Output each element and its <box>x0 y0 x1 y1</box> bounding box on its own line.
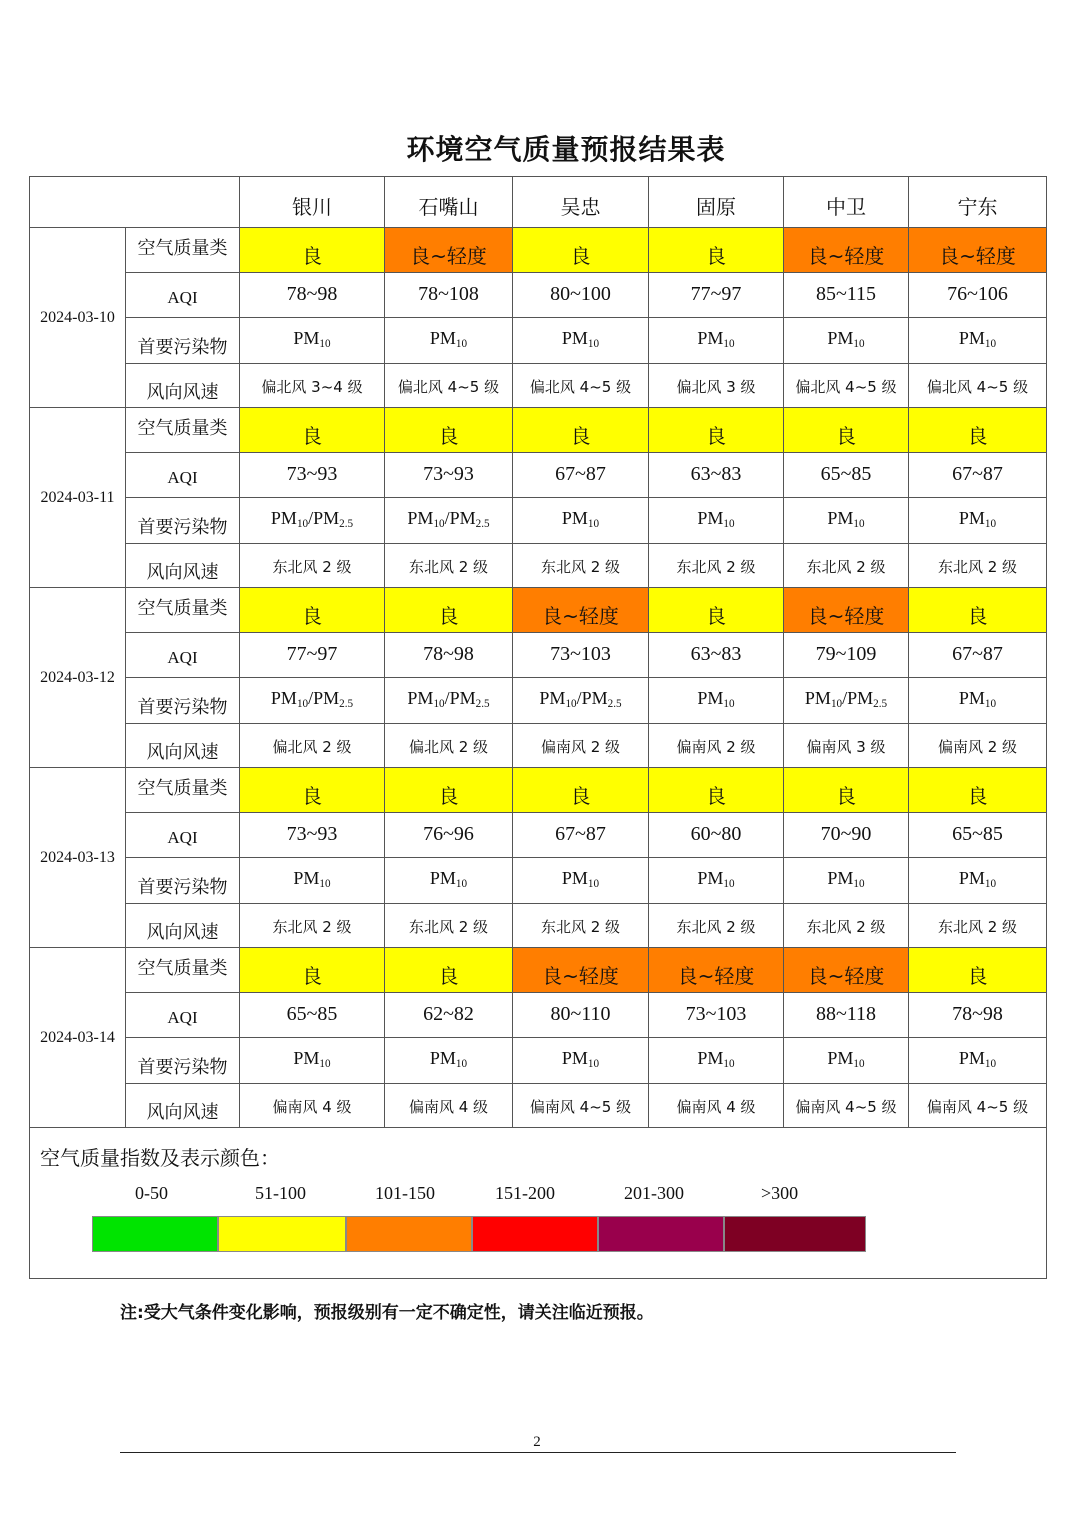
pollutant-cell: $PM_{10}$ <box>909 498 1047 544</box>
wind-cell: 东北风 2 级 <box>240 544 385 588</box>
pollutant-cell: $PM_{10}$ <box>513 858 649 904</box>
aqi-cell: 65~85 <box>240 993 385 1038</box>
quality-cell: 良 <box>385 588 513 633</box>
quality-cell: 良~轻度 <box>784 948 909 993</box>
pollutant-cell: $PM_{10}/PM_{2.5}$ <box>240 498 385 544</box>
city-header: 宁东 <box>909 177 1047 228</box>
quality-cell: 良 <box>385 408 513 453</box>
pollutant-cell: $PM_{10}/PM_{2.5}$ <box>385 498 513 544</box>
pollutant-cell: $PM_{10}$ <box>784 318 909 364</box>
wind-cell: 偏北风 4~5 级 <box>784 364 909 408</box>
city-header: 中卫 <box>784 177 909 228</box>
quality-cell: 良 <box>385 948 513 993</box>
aqi-cell: 78~98 <box>240 273 385 318</box>
row-label-quality: 空气质量类 <box>126 228 240 273</box>
wind-cell: 偏北风 2 级 <box>240 724 385 768</box>
quality-cell: 良 <box>240 768 385 813</box>
row-label-wind: 风向风速 <box>126 904 240 948</box>
quality-cell: 良 <box>240 408 385 453</box>
aqi-cell: 67~87 <box>909 453 1047 498</box>
pollutant-cell: $PM_{10}/PM_{2.5}$ <box>784 678 909 724</box>
quality-row <box>30 948 1047 993</box>
pollutant-cell: $PM_{10}$ <box>649 318 784 364</box>
wind-cell: 偏南风 2 级 <box>513 724 649 768</box>
wind-row <box>30 724 1047 768</box>
wind-cell: 东北风 2 级 <box>385 904 513 948</box>
quality-cell: 良 <box>909 588 1047 633</box>
quality-cell: 良 <box>649 588 784 633</box>
legend-range-label: 151-200 <box>495 1183 555 1203</box>
wind-cell: 偏北风 3 级 <box>649 364 784 408</box>
aqi-row <box>30 993 1047 1038</box>
legend-swatch <box>598 1216 724 1252</box>
row-label-pollutant: 首要污染物 <box>126 858 240 904</box>
wind-cell: 偏南风 4 级 <box>385 1084 513 1128</box>
quality-cell: 良~轻度 <box>784 228 909 273</box>
date-cell: 2024-03-10 <box>30 228 126 408</box>
date-cell: 2024-03-13 <box>30 768 126 948</box>
aqi-cell: 60~80 <box>649 813 784 858</box>
wind-cell: 偏南风 4~5 级 <box>784 1084 909 1128</box>
legend-color-bar <box>92 1216 866 1252</box>
row-label-wind: 风向风速 <box>126 364 240 408</box>
page-title: 环境空气质量预报结果表 <box>406 133 726 166</box>
aqi-cell: 73~93 <box>240 453 385 498</box>
row-label-aqi: AQI <box>126 993 240 1038</box>
footer-divider <box>120 1452 956 1453</box>
aqi-cell: 80~110 <box>513 993 649 1038</box>
row-label-pollutant: 首要污染物 <box>126 318 240 364</box>
pollutant-cell: $PM_{10}$ <box>240 1038 385 1084</box>
pollutant-cell: $PM_{10}$ <box>240 858 385 904</box>
wind-cell: 偏南风 2 级 <box>649 724 784 768</box>
pollutant-row <box>30 498 1047 544</box>
aqi-cell: 77~97 <box>649 273 784 318</box>
pollutant-cell: $PM_{10}/PM_{2.5}$ <box>240 678 385 724</box>
quality-cell: 良 <box>240 588 385 633</box>
pollutant-row <box>30 1038 1047 1084</box>
wind-cell: 东北风 2 级 <box>385 544 513 588</box>
aqi-row <box>30 273 1047 318</box>
aqi-cell: 80~100 <box>513 273 649 318</box>
quality-row <box>30 768 1047 813</box>
quality-cell: 良 <box>909 408 1047 453</box>
quality-cell: 良 <box>649 228 784 273</box>
aqi-row <box>30 813 1047 858</box>
quality-cell: 良~轻度 <box>909 228 1047 273</box>
pollutant-cell: $PM_{10}$ <box>385 858 513 904</box>
pollutant-cell: $PM_{10}$ <box>385 318 513 364</box>
wind-row <box>30 364 1047 408</box>
legend-range-label: 101-150 <box>375 1183 435 1203</box>
wind-cell: 偏北风 4~5 级 <box>513 364 649 408</box>
pollutant-cell: $PM_{10}$ <box>784 1038 909 1084</box>
pollutant-cell: $PM_{10}$ <box>784 858 909 904</box>
pollutant-row <box>30 318 1047 364</box>
aqi-cell: 73~103 <box>513 633 649 678</box>
wind-cell: 偏南风 3 级 <box>784 724 909 768</box>
quality-cell: 良 <box>784 408 909 453</box>
wind-cell: 东北风 2 级 <box>909 904 1047 948</box>
row-label-quality: 空气质量类 <box>126 948 240 993</box>
pollutant-row <box>30 858 1047 904</box>
city-header: 吴忠 <box>513 177 649 228</box>
aqi-cell: 73~93 <box>385 453 513 498</box>
pollutant-cell: $PM_{10}/PM_{2.5}$ <box>513 678 649 724</box>
date-cell: 2024-03-14 <box>30 948 126 1128</box>
legend-swatch <box>346 1216 472 1252</box>
row-label-quality: 空气质量类 <box>126 588 240 633</box>
wind-cell: 东北风 2 级 <box>784 904 909 948</box>
wind-cell: 偏南风 4~5 级 <box>909 1084 1047 1128</box>
legend-range-label: 51-100 <box>255 1183 306 1203</box>
wind-cell: 东北风 2 级 <box>513 544 649 588</box>
pollutant-cell: $PM_{10}$ <box>649 858 784 904</box>
legend-title: 空气质量指数及表示颜色： <box>40 1146 280 1170</box>
quality-cell: 良 <box>649 768 784 813</box>
wind-row <box>30 1084 1047 1128</box>
quality-cell: 良 <box>240 228 385 273</box>
wind-cell: 偏南风 2 级 <box>909 724 1047 768</box>
row-label-aqi: AQI <box>126 453 240 498</box>
aqi-cell: 67~87 <box>513 813 649 858</box>
quality-cell: 良~轻度 <box>513 588 649 633</box>
row-label-pollutant: 首要污染物 <box>126 678 240 724</box>
aqi-cell: 63~83 <box>649 633 784 678</box>
aqi-cell: 73~93 <box>240 813 385 858</box>
city-header: 银川 <box>240 177 385 228</box>
aqi-cell: 78~98 <box>385 633 513 678</box>
row-label-pollutant: 首要污染物 <box>126 1038 240 1084</box>
aqi-cell: 65~85 <box>784 453 909 498</box>
aqi-row <box>30 633 1047 678</box>
wind-cell: 偏南风 4 级 <box>649 1084 784 1128</box>
aqi-color-legend <box>30 1128 1047 1279</box>
wind-cell: 偏北风 2 级 <box>385 724 513 768</box>
quality-row <box>30 228 1047 273</box>
quality-cell: 良~轻度 <box>513 948 649 993</box>
aqi-cell: 70~90 <box>784 813 909 858</box>
wind-cell: 偏南风 4 级 <box>240 1084 385 1128</box>
row-label-aqi: AQI <box>126 813 240 858</box>
quality-cell: 良 <box>513 768 649 813</box>
pollutant-cell: $PM_{10}$ <box>909 1038 1047 1084</box>
wind-row <box>30 544 1047 588</box>
legend-swatch <box>218 1216 346 1252</box>
wind-row <box>30 904 1047 948</box>
date-cell: 2024-03-11 <box>30 408 126 588</box>
pollutant-cell: $PM_{10}$ <box>649 1038 784 1084</box>
aqi-cell: 88~118 <box>784 993 909 1038</box>
row-label-wind: 风向风速 <box>126 1084 240 1128</box>
row-label-quality: 空气质量类 <box>126 768 240 813</box>
quality-row <box>30 588 1047 633</box>
legend-range-label: 201-300 <box>624 1183 684 1203</box>
header-corner <box>30 177 240 228</box>
aqi-cell: 65~85 <box>909 813 1047 858</box>
row-label-wind: 风向风速 <box>126 544 240 588</box>
date-cell: 2024-03-12 <box>30 588 126 768</box>
aqi-cell: 73~103 <box>649 993 784 1038</box>
aqi-cell: 79~109 <box>784 633 909 678</box>
wind-cell: 东北风 2 级 <box>784 544 909 588</box>
wind-cell: 东北风 2 级 <box>240 904 385 948</box>
row-label-aqi: AQI <box>126 633 240 678</box>
quality-cell: 良 <box>649 408 784 453</box>
quality-cell: 良 <box>909 768 1047 813</box>
quality-cell: 良~轻度 <box>784 588 909 633</box>
header-row <box>30 177 1047 228</box>
pollutant-cell: $PM_{10}/PM_{2.5}$ <box>385 678 513 724</box>
city-header: 石嘴山 <box>385 177 513 228</box>
aqi-row <box>30 453 1047 498</box>
aqi-cell: 76~106 <box>909 273 1047 318</box>
page-number: 2 <box>533 1434 541 1450</box>
pollutant-cell: $PM_{10}$ <box>513 1038 649 1084</box>
row-label-aqi: AQI <box>126 273 240 318</box>
aqi-cell: 78~98 <box>909 993 1047 1038</box>
pollutant-cell: $PM_{10}$ <box>513 498 649 544</box>
wind-cell: 偏北风 3~4 级 <box>240 364 385 408</box>
wind-cell: 东北风 2 级 <box>513 904 649 948</box>
quality-row <box>30 408 1047 453</box>
aqi-cell: 67~87 <box>513 453 649 498</box>
pollutant-cell: $PM_{10}$ <box>909 318 1047 364</box>
row-label-wind: 风向风速 <box>126 724 240 768</box>
pollutant-cell: $PM_{10}$ <box>385 1038 513 1084</box>
pollutant-cell: $PM_{10}$ <box>784 498 909 544</box>
aqi-cell: 85~115 <box>784 273 909 318</box>
legend-swatch <box>724 1216 866 1252</box>
legend-swatch <box>92 1216 218 1252</box>
legend-range-label: >300 <box>761 1183 799 1203</box>
pollutant-row <box>30 678 1047 724</box>
aqi-cell: 62~82 <box>385 993 513 1038</box>
pollutant-cell: $PM_{10}$ <box>909 678 1047 724</box>
pollutant-cell: $PM_{10}$ <box>649 498 784 544</box>
pollutant-cell: $PM_{10}$ <box>240 318 385 364</box>
row-label-pollutant: 首要污染物 <box>126 498 240 544</box>
wind-cell: 东北风 2 级 <box>649 544 784 588</box>
forecast-table <box>29 176 1047 1279</box>
wind-cell: 偏北风 4~5 级 <box>909 364 1047 408</box>
wind-cell: 东北风 2 级 <box>909 544 1047 588</box>
aqi-cell: 67~87 <box>909 633 1047 678</box>
legend-row <box>30 1128 1047 1279</box>
forecast-note: 注:受大气条件变化影响，预报级别有一定不确定性，请关注临近预报。 <box>120 1303 654 1323</box>
wind-cell: 偏南风 4~5 级 <box>513 1084 649 1128</box>
quality-cell: 良 <box>385 768 513 813</box>
quality-cell: 良 <box>513 228 649 273</box>
aqi-cell: 78~108 <box>385 273 513 318</box>
pollutant-cell: $PM_{10}$ <box>909 858 1047 904</box>
quality-cell: 良~轻度 <box>385 228 513 273</box>
quality-cell: 良~轻度 <box>649 948 784 993</box>
legend-range-label: 0-50 <box>135 1183 168 1203</box>
aqi-cell: 77~97 <box>240 633 385 678</box>
aqi-cell: 63~83 <box>649 453 784 498</box>
quality-cell: 良 <box>513 408 649 453</box>
city-header: 固原 <box>649 177 784 228</box>
quality-cell: 良 <box>909 948 1047 993</box>
wind-cell: 东北风 2 级 <box>649 904 784 948</box>
pollutant-cell: $PM_{10}$ <box>649 678 784 724</box>
pollutant-cell: $PM_{10}$ <box>513 318 649 364</box>
row-label-quality: 空气质量类 <box>126 408 240 453</box>
wind-cell: 偏北风 4~5 级 <box>385 364 513 408</box>
legend-swatch <box>472 1216 598 1252</box>
quality-cell: 良 <box>240 948 385 993</box>
quality-cell: 良 <box>784 768 909 813</box>
aqi-cell: 76~96 <box>385 813 513 858</box>
